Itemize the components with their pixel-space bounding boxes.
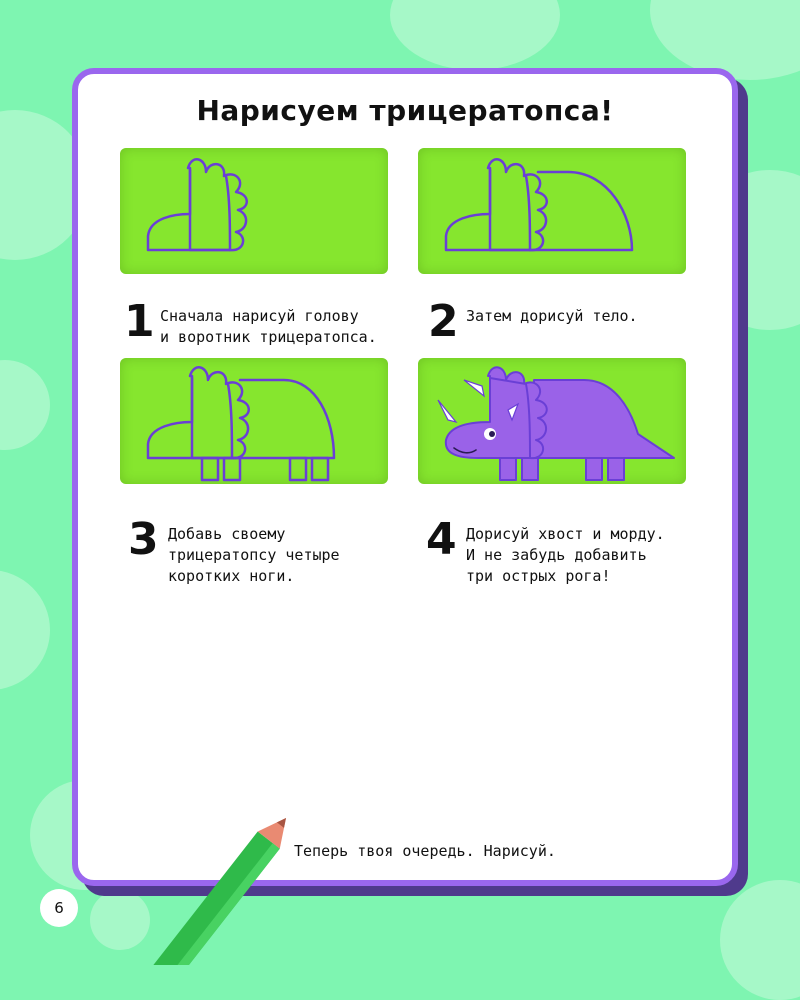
step-instruction: Добавь своему трицератопсу четыре коротких ноги. (168, 525, 340, 585)
step-instruction: Сначала нарисуй голову и воротник трицератопса. (160, 307, 377, 346)
step-number: 2 (428, 296, 459, 347)
page-title: Нарисуем трицератопса! (196, 94, 614, 127)
step-number: 3 (128, 514, 159, 565)
step-number: 1 (124, 296, 155, 347)
drawing-area-prompt: Теперь твоя очередь. Нарисуй. (294, 842, 556, 860)
step-number: 4 (426, 514, 457, 565)
step-instruction: Дорисуй хвост и морду. И не забудь добавить три острых рога! (466, 525, 665, 585)
page-number: 6 (40, 889, 78, 927)
step-instruction: Затем дорисуй тело. (466, 307, 638, 325)
